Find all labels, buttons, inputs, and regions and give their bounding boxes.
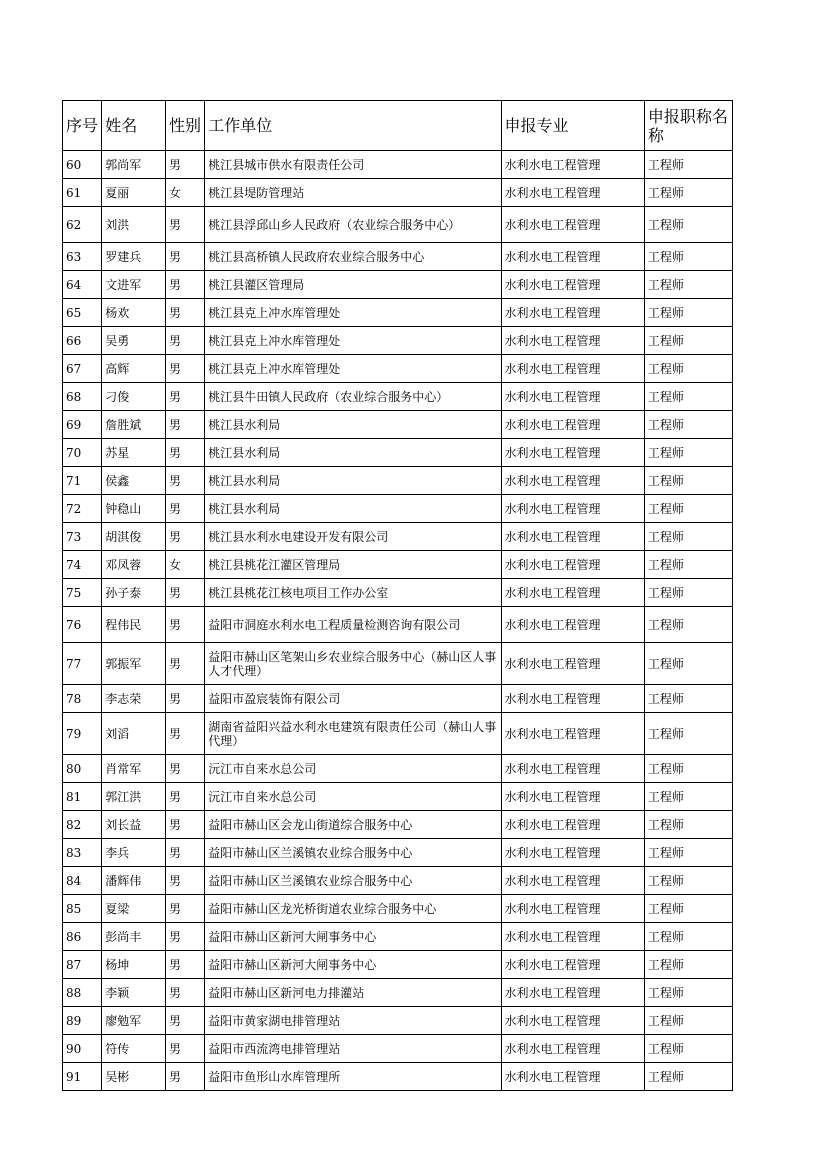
table-row	[63, 643, 733, 685]
cell-work-unit: 益阳市赫山区兰溪镇农业综合服务中心	[205, 867, 501, 895]
cell-gender: 男	[165, 951, 204, 979]
cell-title: 工程师	[644, 1035, 732, 1063]
cell-title: 工程师	[644, 643, 732, 685]
cell-major: 水利水电工程管理	[501, 579, 644, 607]
cell-title: 工程师	[644, 1007, 732, 1035]
cell-index: 72	[63, 495, 102, 523]
cell-name: 刁俊	[102, 383, 166, 411]
table-row	[63, 783, 733, 811]
cell-title: 工程师	[644, 951, 732, 979]
table-row	[63, 979, 733, 1007]
cell-index: 84	[63, 867, 102, 895]
cell-work-unit: 湖南省益阳兴益水利水电建筑有限责任公司（赫山人事代理）	[205, 713, 501, 755]
cell-work-unit: 益阳市赫山区新河大闸事务中心	[205, 951, 501, 979]
cell-name: 杨欢	[102, 299, 166, 327]
cell-title: 工程师	[644, 355, 732, 383]
cell-index: 75	[63, 579, 102, 607]
table-row	[63, 755, 733, 783]
cell-index: 73	[63, 523, 102, 551]
cell-work-unit: 桃江县水利局	[205, 467, 501, 495]
cell-work-unit: 桃江县水利局	[205, 439, 501, 467]
cell-name: 李志荣	[102, 685, 166, 713]
cell-gender: 男	[165, 979, 204, 1007]
cell-index: 86	[63, 923, 102, 951]
cell-major: 水利水电工程管理	[501, 1035, 644, 1063]
cell-work-unit: 桃江县克上冲水库管理处	[205, 327, 501, 355]
cell-work-unit: 桃江县牛田镇人民政府（农业综合服务中心）	[205, 383, 501, 411]
cell-work-unit: 桃江县堤防管理站	[205, 179, 501, 207]
cell-index: 80	[63, 755, 102, 783]
cell-name: 吴彬	[102, 1063, 166, 1091]
cell-major: 水利水电工程管理	[501, 643, 644, 685]
cell-gender: 男	[165, 811, 204, 839]
cell-major: 水利水电工程管理	[501, 867, 644, 895]
header-title: 申报职称名称	[644, 101, 732, 151]
cell-work-unit: 桃江县克上冲水库管理处	[205, 355, 501, 383]
cell-name: 文进军	[102, 271, 166, 299]
cell-title: 工程师	[644, 243, 732, 271]
cell-major: 水利水电工程管理	[501, 783, 644, 811]
table-row	[63, 551, 733, 579]
cell-gender: 男	[165, 923, 204, 951]
cell-name: 孙子泰	[102, 579, 166, 607]
cell-gender: 男	[165, 271, 204, 299]
cell-title: 工程师	[644, 895, 732, 923]
table-row	[63, 355, 733, 383]
cell-name: 廖勉军	[102, 1007, 166, 1035]
cell-title: 工程师	[644, 271, 732, 299]
cell-work-unit: 沅江市自来水总公司	[205, 783, 501, 811]
cell-title: 工程师	[644, 579, 732, 607]
cell-name: 刘洪	[102, 207, 166, 243]
cell-title: 工程师	[644, 713, 732, 755]
header-work-unit: 工作单位	[205, 101, 501, 151]
cell-work-unit: 桃江县高桥镇人民政府农业综合服务中心	[205, 243, 501, 271]
cell-major: 水利水电工程管理	[501, 1007, 644, 1035]
cell-index: 81	[63, 783, 102, 811]
cell-name: 胡淇俊	[102, 523, 166, 551]
table-body	[63, 151, 733, 1091]
cell-gender: 男	[165, 1007, 204, 1035]
cell-work-unit: 益阳市赫山区会龙山街道综合服务中心	[205, 811, 501, 839]
cell-index: 65	[63, 299, 102, 327]
cell-title: 工程师	[644, 151, 732, 179]
cell-name: 邓凤蓉	[102, 551, 166, 579]
cell-gender: 男	[165, 383, 204, 411]
table-row	[63, 607, 733, 643]
cell-title: 工程师	[644, 523, 732, 551]
cell-major: 水利水电工程管理	[501, 755, 644, 783]
roster-page	[62, 100, 733, 1091]
table-row	[63, 1035, 733, 1063]
cell-name: 高辉	[102, 355, 166, 383]
cell-name: 詹胜斌	[102, 411, 166, 439]
applicant-table	[62, 100, 733, 1091]
cell-name: 肖常军	[102, 755, 166, 783]
cell-major: 水利水电工程管理	[501, 207, 644, 243]
cell-major: 水利水电工程管理	[501, 355, 644, 383]
cell-major: 水利水电工程管理	[501, 327, 644, 355]
cell-index: 67	[63, 355, 102, 383]
cell-major: 水利水电工程管理	[501, 551, 644, 579]
cell-index: 60	[63, 151, 102, 179]
cell-index: 64	[63, 271, 102, 299]
cell-index: 68	[63, 383, 102, 411]
cell-gender: 男	[165, 839, 204, 867]
cell-name: 郭振军	[102, 643, 166, 685]
cell-title: 工程师	[644, 755, 732, 783]
cell-major: 水利水电工程管理	[501, 923, 644, 951]
cell-index: 69	[63, 411, 102, 439]
cell-gender: 男	[165, 1035, 204, 1063]
cell-name: 符传	[102, 1035, 166, 1063]
cell-name: 程伟民	[102, 607, 166, 643]
cell-gender: 男	[165, 299, 204, 327]
cell-gender: 男	[165, 867, 204, 895]
header-index: 序号	[63, 101, 102, 151]
cell-title: 工程师	[644, 411, 732, 439]
cell-title: 工程师	[644, 327, 732, 355]
table-row	[63, 243, 733, 271]
cell-major: 水利水电工程管理	[501, 411, 644, 439]
cell-title: 工程师	[644, 685, 732, 713]
cell-title: 工程师	[644, 607, 732, 643]
table-row	[63, 179, 733, 207]
cell-work-unit: 益阳市赫山区新河电力排灌站	[205, 979, 501, 1007]
cell-major: 水利水电工程管理	[501, 495, 644, 523]
cell-gender: 女	[165, 179, 204, 207]
cell-major: 水利水电工程管理	[501, 467, 644, 495]
cell-title: 工程师	[644, 551, 732, 579]
cell-work-unit: 桃江县水利局	[205, 495, 501, 523]
cell-index: 85	[63, 895, 102, 923]
cell-index: 91	[63, 1063, 102, 1091]
table-row	[63, 951, 733, 979]
cell-major: 水利水电工程管理	[501, 439, 644, 467]
cell-gender: 男	[165, 439, 204, 467]
cell-name: 李颖	[102, 979, 166, 1007]
cell-index: 77	[63, 643, 102, 685]
cell-index: 89	[63, 1007, 102, 1035]
table-row	[63, 299, 733, 327]
cell-work-unit: 益阳市赫山区笔架山乡农业综合服务中心（赫山区人事人才代理）	[205, 643, 501, 685]
table-row	[63, 327, 733, 355]
table-row	[63, 579, 733, 607]
cell-index: 83	[63, 839, 102, 867]
cell-gender: 男	[165, 643, 204, 685]
cell-work-unit: 沅江市自来水总公司	[205, 755, 501, 783]
cell-name: 刘长益	[102, 811, 166, 839]
cell-gender: 男	[165, 243, 204, 271]
cell-name: 刘滔	[102, 713, 166, 755]
cell-work-unit: 桃江县城市供水有限责任公司	[205, 151, 501, 179]
cell-major: 水利水电工程管理	[501, 839, 644, 867]
cell-index: 63	[63, 243, 102, 271]
header-gender: 性别	[165, 101, 204, 151]
cell-gender: 男	[165, 1063, 204, 1091]
cell-major: 水利水电工程管理	[501, 685, 644, 713]
cell-name: 郭尚军	[102, 151, 166, 179]
cell-major: 水利水电工程管理	[501, 895, 644, 923]
cell-name: 杨坤	[102, 951, 166, 979]
cell-gender: 男	[165, 327, 204, 355]
cell-major: 水利水电工程管理	[501, 383, 644, 411]
header-major: 申报专业	[501, 101, 644, 151]
cell-name: 夏丽	[102, 179, 166, 207]
table-row	[63, 923, 733, 951]
cell-major: 水利水电工程管理	[501, 713, 644, 755]
cell-name: 钟稳山	[102, 495, 166, 523]
cell-work-unit: 桃江县浮邱山乡人民政府（农业综合服务中心）	[205, 207, 501, 243]
cell-work-unit: 桃江县克上冲水库管理处	[205, 299, 501, 327]
cell-index: 66	[63, 327, 102, 355]
cell-title: 工程师	[644, 207, 732, 243]
cell-index: 74	[63, 551, 102, 579]
cell-index: 79	[63, 713, 102, 755]
cell-work-unit: 益阳市赫山区新河大闸事务中心	[205, 923, 501, 951]
cell-work-unit: 桃江县水利局	[205, 411, 501, 439]
table-row	[63, 383, 733, 411]
cell-gender: 男	[165, 355, 204, 383]
table-row	[63, 685, 733, 713]
cell-work-unit: 益阳市盈宸装饰有限公司	[205, 685, 501, 713]
cell-title: 工程师	[644, 383, 732, 411]
cell-gender: 男	[165, 579, 204, 607]
table-row	[63, 1063, 733, 1091]
cell-index: 82	[63, 811, 102, 839]
cell-index: 62	[63, 207, 102, 243]
cell-title: 工程师	[644, 839, 732, 867]
cell-major: 水利水电工程管理	[501, 151, 644, 179]
cell-gender: 男	[165, 713, 204, 755]
cell-work-unit: 桃江县水利水电建设开发有限公司	[205, 523, 501, 551]
cell-major: 水利水电工程管理	[501, 179, 644, 207]
table-row	[63, 467, 733, 495]
table-row	[63, 207, 733, 243]
cell-title: 工程师	[644, 867, 732, 895]
table-row	[63, 151, 733, 179]
cell-name: 郭江洪	[102, 783, 166, 811]
cell-work-unit: 益阳市洞庭水利水电工程质量检测咨询有限公司	[205, 607, 501, 643]
cell-gender: 女	[165, 551, 204, 579]
cell-index: 90	[63, 1035, 102, 1063]
cell-major: 水利水电工程管理	[501, 299, 644, 327]
cell-index: 61	[63, 179, 102, 207]
cell-name: 侯鑫	[102, 467, 166, 495]
cell-index: 78	[63, 685, 102, 713]
cell-name: 苏星	[102, 439, 166, 467]
header-name: 姓名	[102, 101, 166, 151]
cell-work-unit: 桃江县桃花江灌区管理局	[205, 551, 501, 579]
cell-work-unit: 益阳市赫山区龙光桥街道农业综合服务中心	[205, 895, 501, 923]
cell-title: 工程师	[644, 439, 732, 467]
table-row	[63, 839, 733, 867]
cell-title: 工程师	[644, 179, 732, 207]
cell-index: 88	[63, 979, 102, 1007]
cell-title: 工程师	[644, 299, 732, 327]
table-row	[63, 895, 733, 923]
cell-gender: 男	[165, 783, 204, 811]
table-row	[63, 495, 733, 523]
cell-gender: 男	[165, 411, 204, 439]
cell-title: 工程师	[644, 923, 732, 951]
cell-major: 水利水电工程管理	[501, 523, 644, 551]
table-row	[63, 713, 733, 755]
cell-name: 潘辉伟	[102, 867, 166, 895]
cell-work-unit: 益阳市西流湾电排管理站	[205, 1035, 501, 1063]
cell-index: 71	[63, 467, 102, 495]
cell-title: 工程师	[644, 979, 732, 1007]
table-row	[63, 867, 733, 895]
cell-title: 工程师	[644, 811, 732, 839]
cell-work-unit: 桃江县灌区管理局	[205, 271, 501, 299]
cell-gender: 男	[165, 467, 204, 495]
table-row	[63, 523, 733, 551]
cell-major: 水利水电工程管理	[501, 607, 644, 643]
cell-major: 水利水电工程管理	[501, 243, 644, 271]
cell-major: 水利水电工程管理	[501, 979, 644, 1007]
cell-gender: 男	[165, 523, 204, 551]
cell-title: 工程师	[644, 467, 732, 495]
cell-name: 夏梁	[102, 895, 166, 923]
table-header-row	[63, 101, 733, 151]
cell-gender: 男	[165, 685, 204, 713]
cell-index: 76	[63, 607, 102, 643]
cell-work-unit: 益阳市黄家湖电排管理站	[205, 1007, 501, 1035]
cell-gender: 男	[165, 755, 204, 783]
cell-major: 水利水电工程管理	[501, 271, 644, 299]
table-row	[63, 439, 733, 467]
cell-title: 工程师	[644, 783, 732, 811]
table-row	[63, 811, 733, 839]
cell-index: 87	[63, 951, 102, 979]
cell-major: 水利水电工程管理	[501, 951, 644, 979]
cell-title: 工程师	[644, 495, 732, 523]
cell-gender: 男	[165, 895, 204, 923]
table-row	[63, 411, 733, 439]
cell-gender: 男	[165, 207, 204, 243]
cell-work-unit: 桃江县桃花江核电项目工作办公室	[205, 579, 501, 607]
cell-major: 水利水电工程管理	[501, 1063, 644, 1091]
cell-work-unit: 益阳市赫山区兰溪镇农业综合服务中心	[205, 839, 501, 867]
table-row	[63, 1007, 733, 1035]
cell-gender: 男	[165, 607, 204, 643]
cell-major: 水利水电工程管理	[501, 811, 644, 839]
table-row	[63, 271, 733, 299]
cell-name: 吴勇	[102, 327, 166, 355]
cell-index: 70	[63, 439, 102, 467]
cell-gender: 男	[165, 495, 204, 523]
cell-title: 工程师	[644, 1063, 732, 1091]
cell-gender: 男	[165, 151, 204, 179]
cell-name: 李兵	[102, 839, 166, 867]
cell-name: 罗建兵	[102, 243, 166, 271]
cell-name: 彭尚丰	[102, 923, 166, 951]
cell-work-unit: 益阳市鱼形山水库管理所	[205, 1063, 501, 1091]
